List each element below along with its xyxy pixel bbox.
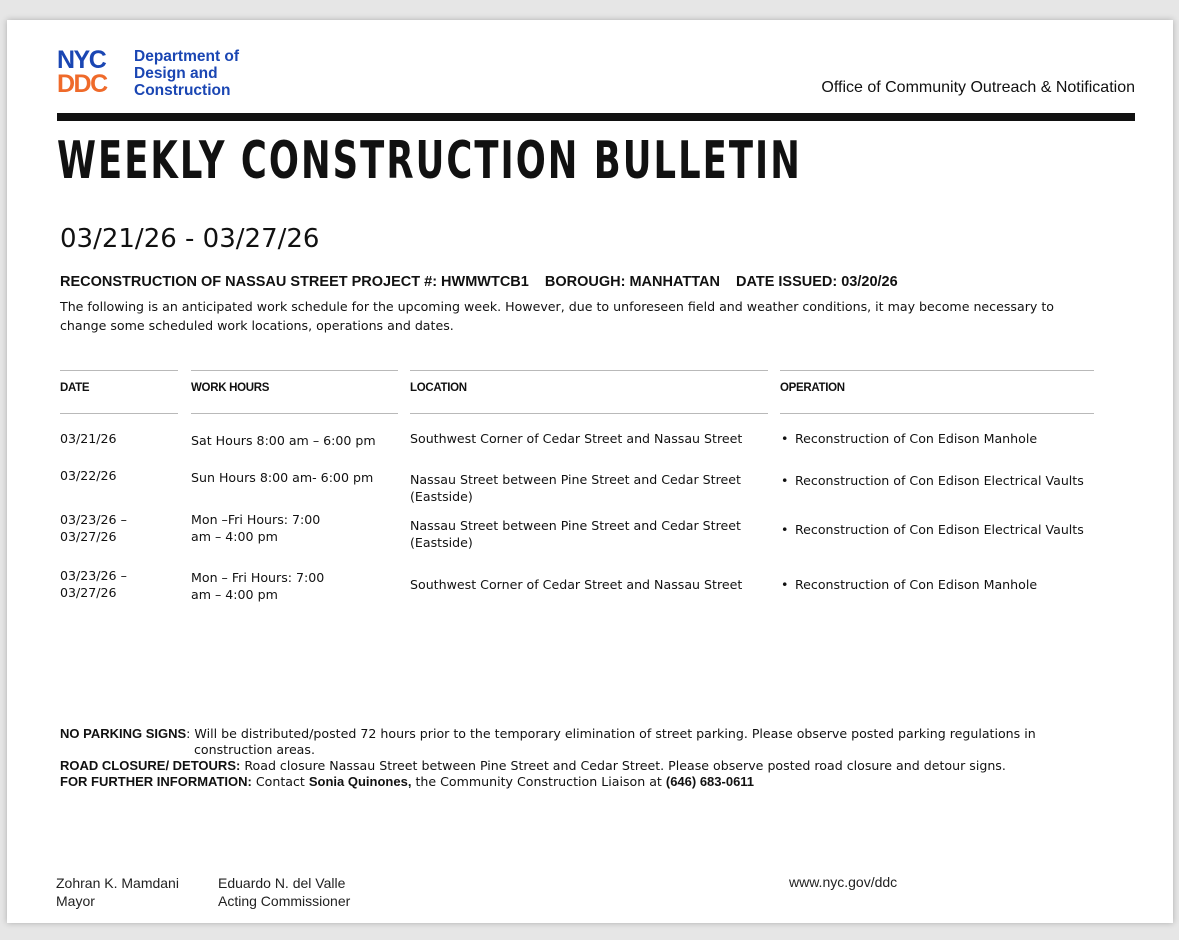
further-info-note [60,774,1060,790]
dept-line-2: Design and [134,65,218,82]
no-parking-text-cont: construction areas. [194,742,315,757]
row-3-operation: • Reconstruction of Con Edison Electrical Vaults [795,521,1095,538]
liaison-phone: (646) 683-0611 [665,774,755,789]
row-2-date: 03/22/26 [60,468,117,483]
header-rule-operation-bottom [780,413,1094,414]
row-4-date: 03/23/26 – 03/27/26 [60,568,127,600]
row-1-operation: • Reconstruction of Con Edison Manhole [795,430,1095,447]
row-3-location: Nassau Street between Pine Street and Cedar Street (Eastside) [410,518,741,550]
row-1-location: Southwest Corner of Cedar Street and Nassau Street [410,431,743,446]
dept-line-1: Department of [134,48,240,65]
mayor-name: Zohran K. Mamdani [56,875,179,891]
row-3-hours: Mon –Fri Hours: 7:00 am – 4:00 pm [191,512,321,544]
commissioner-name: Eduardo N. del Valle [218,875,346,891]
road-closure-label: ROAD CLOSURE/ DETOURS: [60,758,241,773]
website-link[interactable]: www.nyc.gov/ddc [789,874,898,890]
bulletin-page [7,20,1173,923]
column-header-date: DATE [60,382,90,394]
mayor-signature [56,874,179,910]
further-info-label: FOR FURTHER INFORMATION: [60,774,252,789]
mayor-title: Mayor [56,893,95,909]
office-name: Office of Community Outreach & Notification [821,79,1135,96]
further-info-contact: Contact [251,774,309,789]
road-closure-note [60,758,1060,774]
column-header-location: LOCATION [410,382,467,394]
department-name [134,48,284,99]
header-rule-hours-top [191,370,398,371]
project-line [60,274,910,290]
header-rule-location-bottom [410,413,768,414]
liaison-name: Sonia Quinones, [308,774,412,789]
project-number: RECONSTRUCTION OF NASSAU STREET PROJECT #: HWMWTCB1 [60,274,529,290]
header-rule-operation-top [780,370,1094,371]
road-closure-text: Road closure Nassau Street between Pine Street and Cedar Street. Please observe posted road closure and detour signs. [240,758,1006,773]
row-2-hours: Sun Hours 8:00 am- 6:00 pm [191,470,374,485]
no-parking-text: : Will be distributed/posted 72 hours prior to the temporary elimination of street parking. Please observe posted parking regulations in [186,726,1036,741]
commissioner-signature [218,874,350,910]
commissioner-title: Acting Commissioner [218,893,351,909]
logo-nyc-text: NYC [57,46,106,74]
row-3-date: 03/23/26 – 03/27/26 [60,512,127,544]
header-rule-hours-bottom [191,413,398,414]
intro-paragraph: The following is an anticipated work schedule for the upcoming week. However, due to unforeseen field and weather conditions, it may become necessary to change some scheduled work locations, operations and dates. [60,299,1054,333]
ddc-logo-mark [57,48,127,98]
row-4-operation: • Reconstruction of Con Edison Manhole [795,576,1095,593]
header-rule [57,113,1135,121]
borough: BOROUGH: MANHATTAN [544,274,720,290]
column-header-operation: OPERATION [780,382,845,394]
row-1-hours: Sat Hours 8:00 am – 6:00 pm [191,433,376,448]
logo-ddc-text: DDC [57,70,107,98]
further-info-mid: the Community Construction Liaison at [411,774,666,789]
dept-line-3: Construction [134,82,231,99]
date-issued: DATE ISSUED: 03/20/26 [735,274,898,290]
header-rule-date-top [60,370,178,371]
header-rule-date-bottom [60,413,178,414]
column-header-hours: WORK HOURS [191,382,270,394]
no-parking-note [60,726,1060,742]
row-2-operation: • Reconstruction of Con Edison Electrical Vaults [795,472,1095,489]
no-parking-label: NO PARKING SIGNS [60,726,187,741]
row-4-location: Southwest Corner of Cedar Street and Nassau Street [410,577,743,592]
date-range: 03/21/26 - 03/27/26 [60,224,320,254]
header-rule-location-top [410,370,768,371]
row-2-location: Nassau Street between Pine Street and Cedar Street (Eastside) [410,472,741,504]
row-4-hours: Mon – Fri Hours: 7:00 am – 4:00 pm [191,570,325,602]
row-1-date: 03/21/26 [60,431,117,446]
bulletin-title: WEEKLY CONSTRUCTION BULLETIN [57,131,802,191]
notes-section [60,726,1060,790]
